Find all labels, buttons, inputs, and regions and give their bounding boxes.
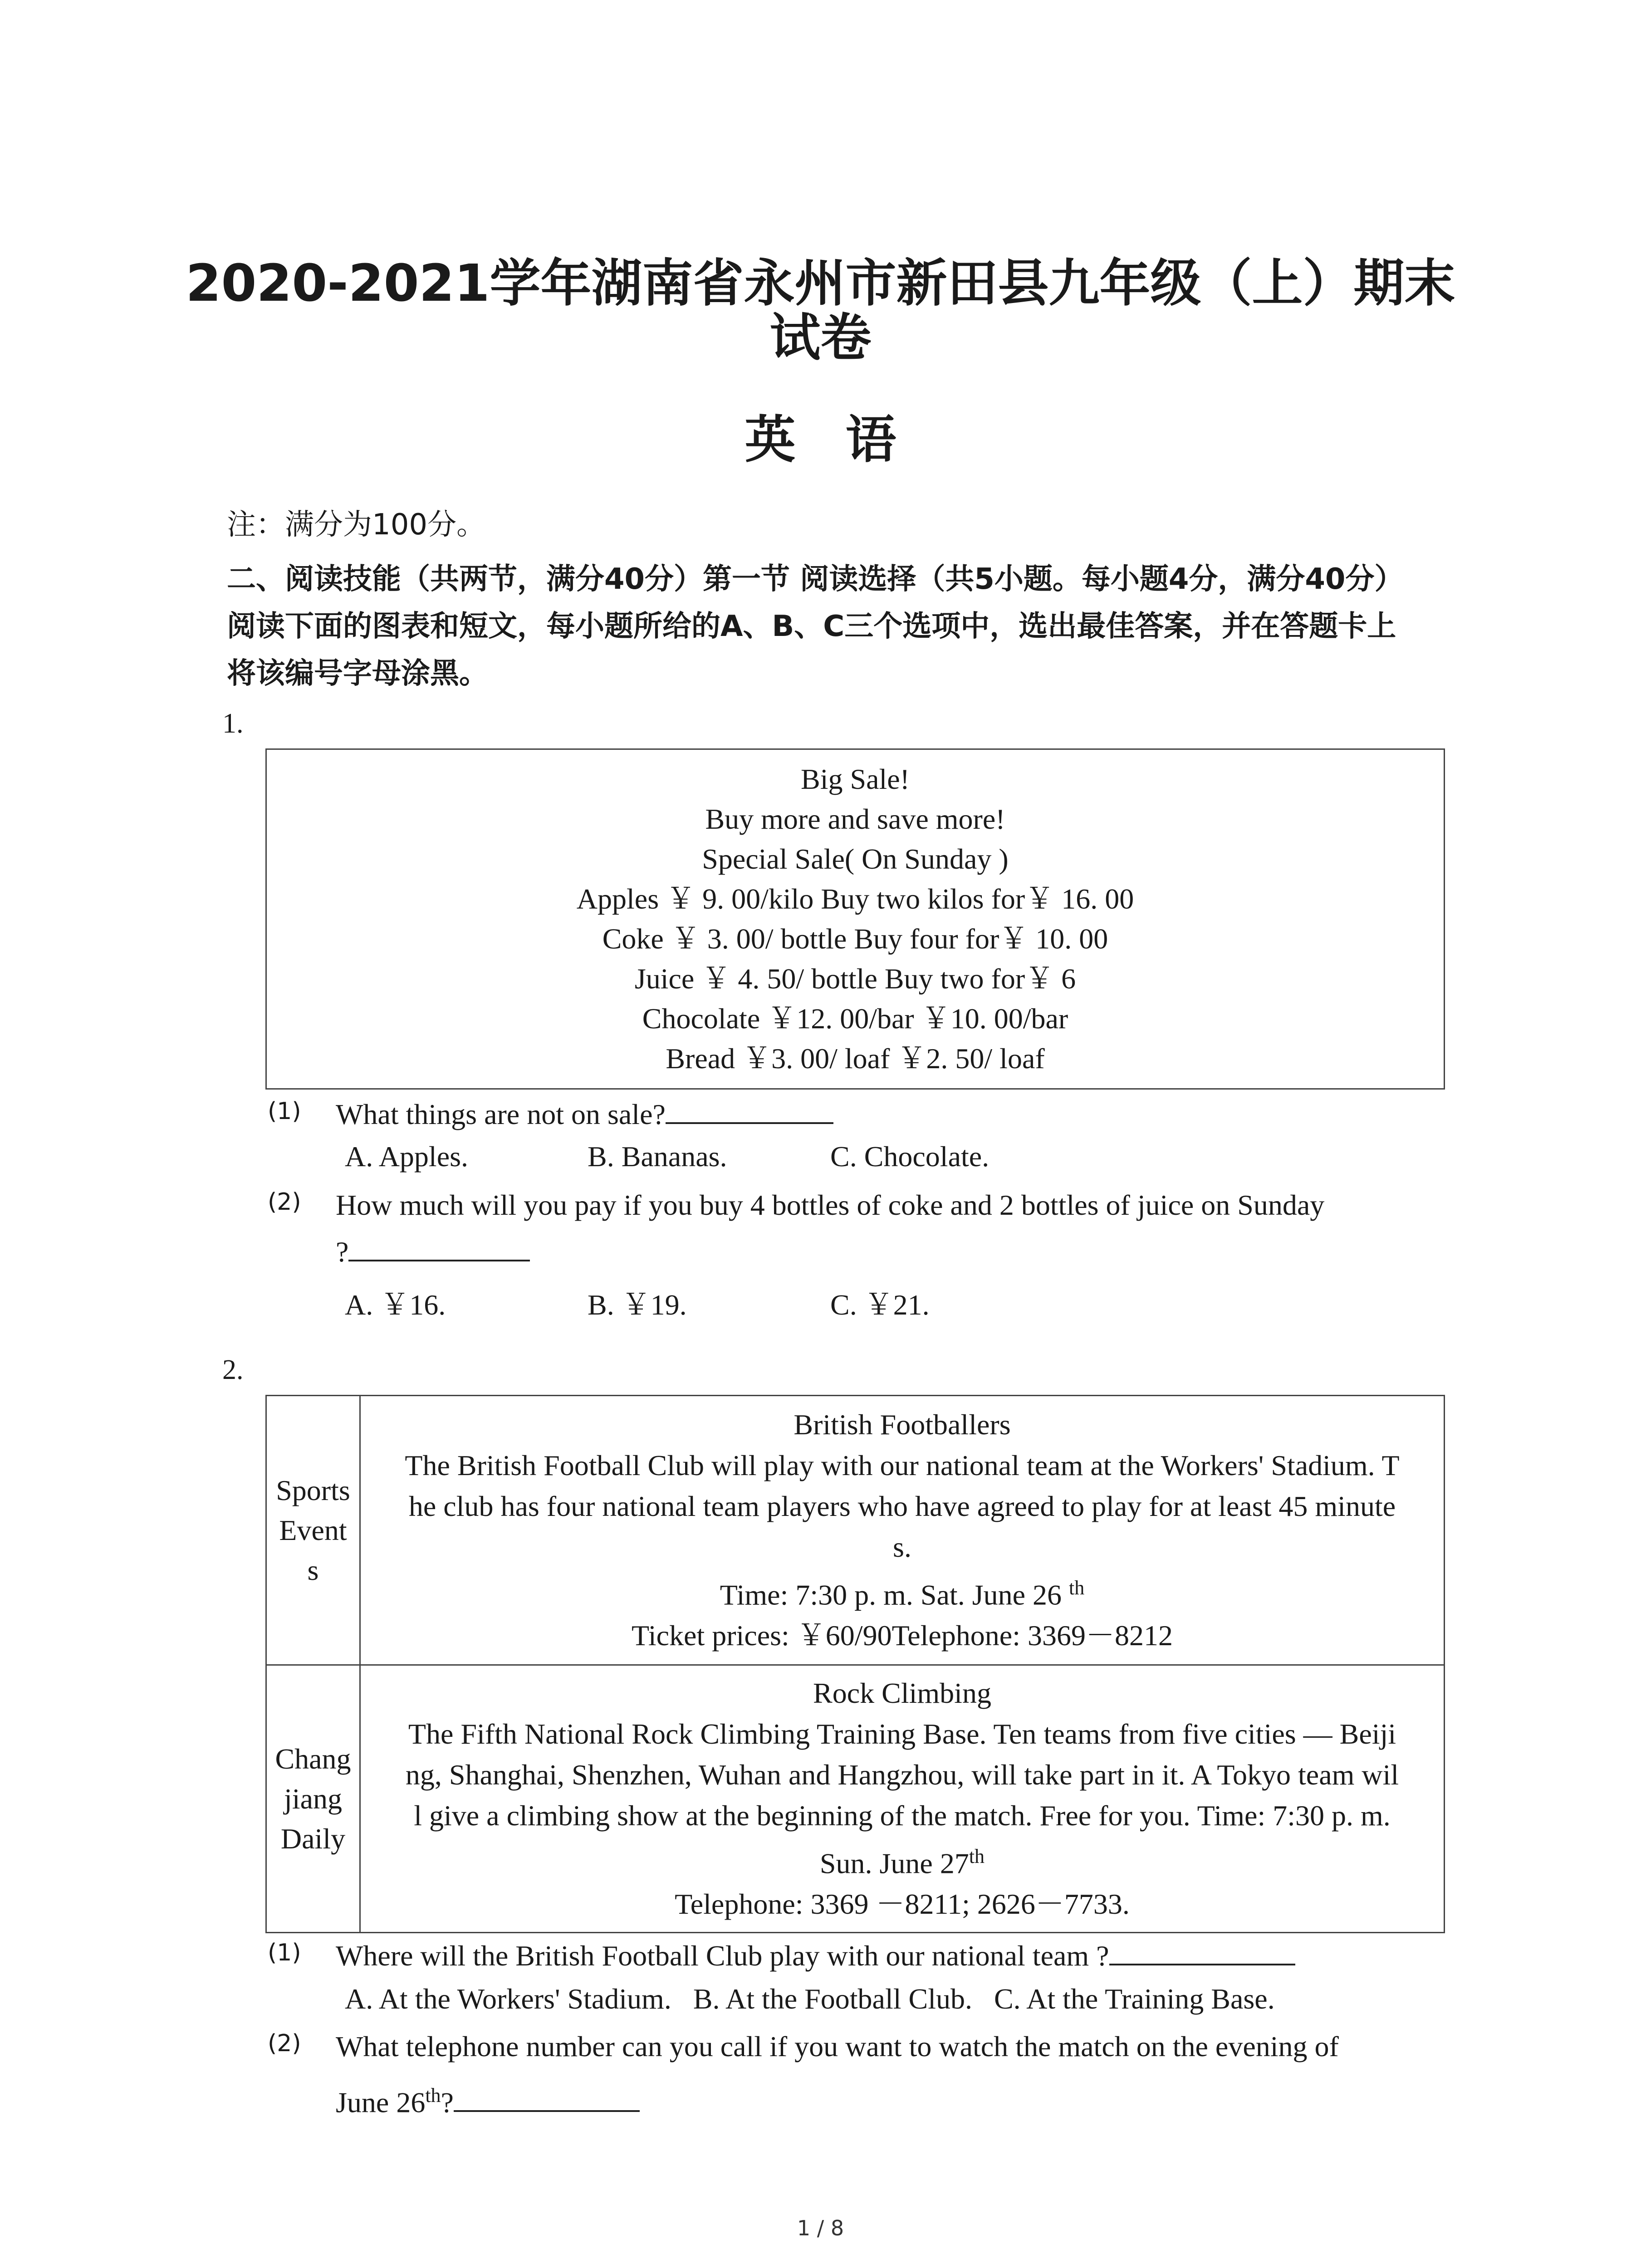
event-time-text: Time: 7:30 p. m. Sat. June 26 <box>720 1579 1062 1611</box>
sale-line: Chocolate ￥12. 00/bar ￥10. 00/bar <box>642 1002 1068 1035</box>
question-2-number: 2. <box>222 1354 244 1385</box>
sale-line: Big Sale! <box>801 763 910 795</box>
page-number: 1 / 8 <box>797 2216 844 2240</box>
q2-sub1-question <box>336 1936 1295 1976</box>
event-date-text: Sun. June 27 <box>819 1847 969 1880</box>
ordinal-suffix: th <box>969 1845 985 1867</box>
sale-line: Bread ￥3. 00/ loaf ￥2. 50/ loaf <box>666 1042 1045 1075</box>
event-text-line: The Fifth National Rock Climbing Training Base. Ten teams from five cities — Beiji <box>408 1717 1396 1750</box>
answer-blank[interactable] <box>1109 1936 1295 1965</box>
sale-notice-content <box>266 749 1445 1089</box>
option-b[interactable]: B. Bananas. <box>588 1140 727 1173</box>
option-c[interactable]: C. Chocolate. <box>830 1140 989 1173</box>
instructions-line2: 阅读下面的图表和短文，每小题所给的A、B、C三个选项中，选出最佳答案，并在答题卡上 <box>227 610 1396 643</box>
sale-line: Buy more and save more! <box>705 803 1005 835</box>
event-telephone: Telephone: 3369 －8211; 2626－7733. <box>675 1888 1130 1921</box>
sale-line: Coke ￥ 3. 00/ bottle Buy four for￥ 10. 00 <box>602 923 1108 955</box>
question-1-number: 1. <box>222 708 244 739</box>
event-title: Rock Climbing <box>813 1677 991 1709</box>
label-line: Event <box>279 1514 347 1546</box>
event-text-line: he club has four national team players who have agreed to play for at least 45 minute <box>408 1490 1396 1522</box>
event-text-line: s. <box>893 1530 911 1563</box>
event-text-line: l give a climbing show at the beginning of the match. Free for you. Time: 7:30 p. m. <box>414 1799 1391 1832</box>
answer-blank[interactable] <box>666 1095 833 1124</box>
question-text: June 26 <box>336 2086 426 2119</box>
event-tickets: Ticket prices: ￥60/90Telephone: 3369－8212 <box>632 1619 1173 1652</box>
event-description <box>360 1665 1445 1933</box>
q1-sub2-question-cont <box>336 1232 530 1272</box>
instructions-line3: 将该编号字母涂黑。 <box>227 657 488 690</box>
sub-question-index: (2) <box>268 2030 301 2057</box>
event-description <box>360 1396 1445 1665</box>
event-time <box>372 1568 1433 1615</box>
question-text: Where will the British Football Club play with our national team ? <box>336 1940 1109 1972</box>
q1-sub1-question <box>336 1094 833 1135</box>
sub-question-index: (1) <box>268 1098 301 1125</box>
event-text-line: The British Football Club will play with our national team at the Workers' Stadium. T <box>405 1449 1400 1481</box>
score-note: 注：满分为100分。 <box>227 508 486 542</box>
row-label <box>266 1665 360 1933</box>
sale-line: Juice ￥ 4. 50/ bottle Buy two for￥ 6 <box>634 963 1076 995</box>
label-line: jiang <box>284 1782 342 1815</box>
sale-line: Special Sale( On Sunday ) <box>702 843 1009 875</box>
sale-line: Apples ￥ 9. 00/kilo Buy two kilos for￥ 16. 00 <box>576 883 1134 915</box>
label-line: s <box>307 1554 319 1586</box>
label-line: Daily <box>280 1822 346 1855</box>
exam-title-line2: 试卷 <box>769 308 872 367</box>
event-text-line: ng, Shanghai, Shenzhen, Wuhan and Hangzhou, will take part in it. A Tokyo team wil <box>405 1758 1399 1791</box>
q2-sub2-question-cont <box>336 2075 640 2123</box>
option-c[interactable]: C. ￥21. <box>830 1289 930 1321</box>
question-mark: ? <box>441 2086 454 2119</box>
option-a[interactable]: A. ￥16. <box>345 1289 446 1321</box>
question-text: ? <box>336 1236 349 1268</box>
exam-title-line1: 2020-2021学年湖南省永州市新田县九年级（上）期末 <box>186 254 1455 313</box>
option-a[interactable]: A. Apples. <box>345 1140 468 1173</box>
ordinal-suffix: th <box>425 2084 441 2107</box>
sub-question-index: (1) <box>268 1939 301 1966</box>
sale-notice-box <box>265 748 1445 1090</box>
table-row <box>266 1665 1445 1933</box>
table-row <box>266 1396 1445 1665</box>
event-date <box>372 1836 1433 1884</box>
event-title: British Footballers <box>794 1408 1011 1441</box>
row-label <box>266 1396 360 1665</box>
option-b[interactable]: B. ￥19. <box>588 1289 687 1321</box>
label-line: Chang <box>275 1742 351 1775</box>
options-line[interactable]: A. At the Workers' Stadium. B. At the Football Club. C. At the Training Base. <box>345 1983 1275 2015</box>
instructions-line1: 二、阅读技能（共两节，满分40分）第一节 阅读选择（共5小题。每小题4分，满分40分） <box>227 562 1404 596</box>
label-line: Sports <box>276 1474 350 1506</box>
question-text: What telephone number can you call if you want to watch the match on the evening of <box>336 2030 1339 2063</box>
sub-question-index: (2) <box>268 1188 301 1216</box>
question-text: How much will you pay if you buy 4 bottles of coke and 2 bottles of juice on Sunday <box>336 1189 1325 1221</box>
answer-blank[interactable] <box>348 1232 530 1261</box>
question-text: What things are not on sale? <box>336 1098 666 1130</box>
subject-heading: 英语 <box>745 411 946 469</box>
ordinal-suffix: th <box>1069 1576 1085 1599</box>
answer-blank[interactable] <box>454 2083 640 2112</box>
events-table <box>265 1395 1445 1933</box>
